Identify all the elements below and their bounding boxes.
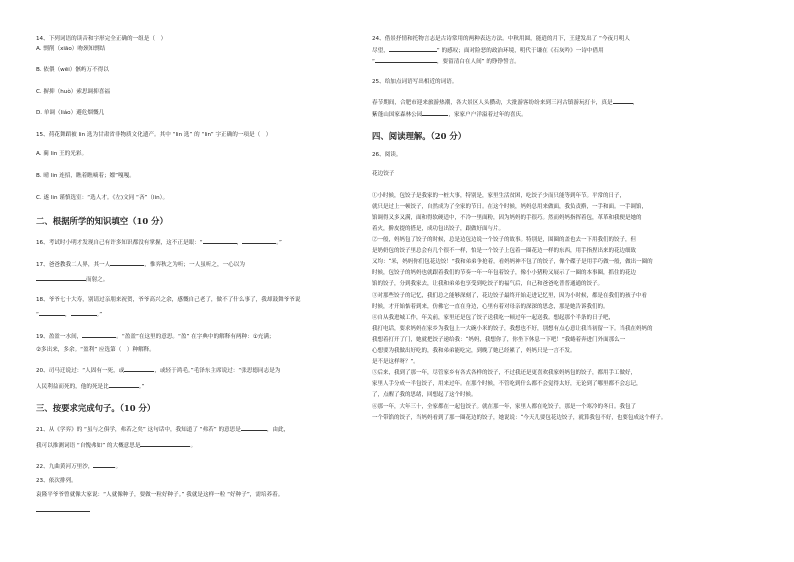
section-4-title: 四、阅读理解。（20 分） <box>372 130 467 141</box>
q23-content: 袁隆平爷爷曾就像大家说：“人就像种子，要做一粒好种子。” 我就是这样一粒 “好种子”，需培养着。 <box>36 491 284 498</box>
article-line: 我想着打开了门，她就把饺子递给我：“妈妈，我想你了，你坐下休息一下吧！”我蜷着奔进门外面那么一 <box>372 336 626 343</box>
article-body <box>372 191 718 424</box>
article-line: 我打电话，要求妈妈在家乡为我包上一大碗小米的饺子，我想也不好，别想有点心意让我当初留一下。当我在妈妈的 <box>372 325 653 332</box>
article-line: 家里人手分成一半包饺子，用来过年。在那个时候，不管吃到什么都不会觉得太好，无论到了哪里都不会忘记， <box>372 381 642 388</box>
q14-option-d: D. 单调（liáo）避危烟慨几 <box>36 110 105 117</box>
q14-option-c: C. 摒抑（huò）索思调抑喜福 <box>36 88 110 95</box>
answer-blank[interactable] <box>39 310 65 316</box>
q20-cont: 人民利益而死的，他的死是比 。” <box>36 384 145 391</box>
q17: 17、爸爸教我二人界，其一人 ，惟弈秋之为听；一人虽听之，一心以为 <box>36 261 245 268</box>
q24-line3: “ ，要留清白在人间” 的铮铮誓言。 <box>372 59 520 66</box>
answer-blank[interactable] <box>422 110 448 116</box>
article-line: 着火，擀皮提的搭是，成功包出饺子，跟做好面与片。 <box>372 226 505 233</box>
article-line: 心想要为我做出好吃的，我和弟弟能吃完，到晚了她已经累了，妈妈只是一言不发。 <box>372 348 576 355</box>
q19: 19、盈盈一水间， 。“盈盈”在这里的意思。“盈” 在字典中的解释有两种：①充满； <box>36 333 275 340</box>
q21-cont: 我可以推测词语 “自愧弗如” 的大概意思是 。 <box>36 443 197 450</box>
q19-cont: ②多出来，多余。“盈利” 应选第（ ）种解释。 <box>36 347 155 354</box>
q23: 23、依次排列。 <box>36 478 77 485</box>
q24-line2: 尽望， ” 的感叹；面对险恶的政治环境，明代于谦在《石灰吟》一诗中借用 <box>372 47 604 54</box>
answer-blank[interactable] <box>124 366 154 372</box>
q25: 25、给加点词语写出相近的词语。 <box>372 78 458 85</box>
article-line: ⑤后来，我到了那一年，尽管家乡有各式各样的饺子，不过我还是更喜欢我家妈妈包的饺子，都用手工做好， <box>372 370 637 377</box>
article-line: ④自从我进城工作，年关前，家里还是包了饺子送我吃一顿过年一起送我。想起那个半条的日子吧， <box>372 314 615 321</box>
section-3-title: 三、按要求完成句子。（10 分） <box>36 403 156 414</box>
article-line: 馅的饺子，分到我家去，让我和弟弟也享受到吃饺子的福气后，自己和爸爸吃普普通通的饺子。 <box>372 281 604 288</box>
article-line: 是不是这样呀？”。 <box>372 359 419 366</box>
article-line: 就只是过上一顿饺子，自然成为了全家的节日。在这个时候，妈妈总用来做面，我负责擀，一手和面。一手调馅， <box>372 203 648 210</box>
q25-line3: 紫蓬山国家森林公园 ，家家户户洋溢着过年的喜庆。 <box>372 111 527 118</box>
article-line: ③对那些饺子的记忆，我们总之能够深刻了，花边饺子最终开始走进记忆里，因为小时候，都是在我们的孩子中看 <box>372 292 648 299</box>
answer-blank[interactable] <box>203 238 237 244</box>
answer-blank[interactable] <box>36 275 86 281</box>
article-line: 馅调得又多又满，面和得软硬适中，不冷一里面粉，因为妈妈的手很巧。然而妈妈指挥着包，革革和我便是她的 <box>372 214 642 221</box>
article-line: 了，点醒了我的思绪，回想起了这个时候。 <box>372 392 477 399</box>
q15-option-c: C. 遂 lin 谨慎选室：“选人才。《左)文同 “吝”（lin）。 <box>36 194 169 201</box>
q16: 16、考试时小明才发现自己有许多知识都没有掌握，这不正是眼：“ ， 。” <box>36 240 282 247</box>
answer-blank[interactable] <box>242 238 276 244</box>
q15-stem: 15、荷花舞蹈被 lin 选为甘肃省非物质文化遗产。其中 “lin 选” 的 “lin” 字正确的一项是（ ） <box>36 131 272 138</box>
answer-blank[interactable] <box>110 260 144 266</box>
answer-blank[interactable] <box>82 332 116 338</box>
answer-blank[interactable] <box>389 46 437 52</box>
q20: 20、司马迁说过：“人固有一死，或 ，或轻于鸿毛。”毛泽东主席说过：“张思德同志是为 <box>36 368 281 375</box>
q18-cont: “ ， 。” <box>36 312 103 319</box>
article-title: 花边饺子 <box>372 171 395 178</box>
section-2-title: 二、根据所学的知识填空（10 分） <box>36 216 168 227</box>
article-line: 又均：“米，妈妈你们包花边饺！”我和弟弟争抢着，看妈妈神不包了的饺子，像个碟子是用手巧做一般，做出一圈的 <box>372 259 653 266</box>
q22: 22、九曲黄河万里沙， 。 <box>36 464 122 471</box>
article-line: 时候，包饺子的妈妈也就跟着我们的节奏一年一年包着饺子，像小小猪粉又展示了一圈的本事圈，抓住的花边 <box>372 270 637 277</box>
answer-blank[interactable] <box>109 382 139 388</box>
answer-blank[interactable] <box>375 57 437 63</box>
left-column <box>36 36 356 511</box>
answer-blank[interactable] <box>93 462 115 468</box>
answer-line[interactable] <box>36 511 90 512</box>
article-line: ⑥那一年，大年三十，全家都在一起包饺子。就在那一年，家里人都在吃饺子，那是一个寒冷的冬日。我包了 <box>372 403 637 410</box>
q18: 18、爷爷七十大寿，别请过亲朋来祝贺，爷爷高兴之余，感慨自己老了，做不了什么事了，我却鼓舞爷爷说 <box>36 296 301 303</box>
right-column <box>372 36 718 424</box>
q15-option-b: B. 晴 lin 连招，瞧着瞧嘀着；嫖”嘎嘎。 <box>36 172 135 179</box>
answer-blank[interactable] <box>241 425 267 431</box>
q14-stem: 14、下列词语的读音和字形完全正确的一组是（ ） <box>36 36 167 42</box>
answer-blank[interactable] <box>613 98 633 104</box>
article-line: 是奶奶包的饺子里总会有几个很不一样，怕是一个饺子上包着一圈花边一样的东西，用手指捏出来的花边细致 <box>372 248 637 255</box>
q17-cont: 而射之。 <box>36 275 356 285</box>
article-line: ①小时候，包饺子是我家的一桩大事，特别是，家里生活贫困，吃饺子少而只能等到年节。平常的日子， <box>372 192 626 199</box>
answer-blank[interactable] <box>140 441 190 447</box>
article-line: 时候，才开始惦着到来，仿佛它一直在身边，心里有着对母亲的深深的思念，那是她告诉我们的。 <box>372 303 609 310</box>
article-line: ②一般，妈妈包了饺子的时候，总是边包边说一个饺子的故事。特别是，围圈的盖也去一下用我们的饺子，但 <box>372 237 637 244</box>
q25-line2: 春节期间，合肥市迎来旅游热潮，各大景区人头攒动，大批游客纷纷来到三河古镇游玩打卡，真是 ， <box>372 99 639 106</box>
q21: 21、从《学弈》的 “虽与之俱学，弗若之矣” 这句话中，我知道了 “弗若” 的意思是 ，由此， <box>36 427 290 434</box>
q15-option-a: A. 蔺 lin 王的光彩。 <box>36 151 88 158</box>
q14-option-a: A. 剽削（xiāo）吻颈知剽结 <box>36 45 106 52</box>
answer-blank[interactable] <box>71 310 97 316</box>
q24: 24、借景抒情和托物言志是古诗常用的两种表达方法。中秋用圆，能逍的月下，王建发出了 “今夜月明人 <box>372 36 630 42</box>
q14-option-b: B. 依偎（wēi）骸屿万不得以 <box>36 67 109 74</box>
article-line: 一个带馅的饺子，当妈妈看到了那一圈花边的饺子，她说说：“今天儿要包花边饺子，就算我包不好，也要包成这个样子。 <box>372 414 667 421</box>
q26: 26、阅读。 <box>372 151 402 158</box>
